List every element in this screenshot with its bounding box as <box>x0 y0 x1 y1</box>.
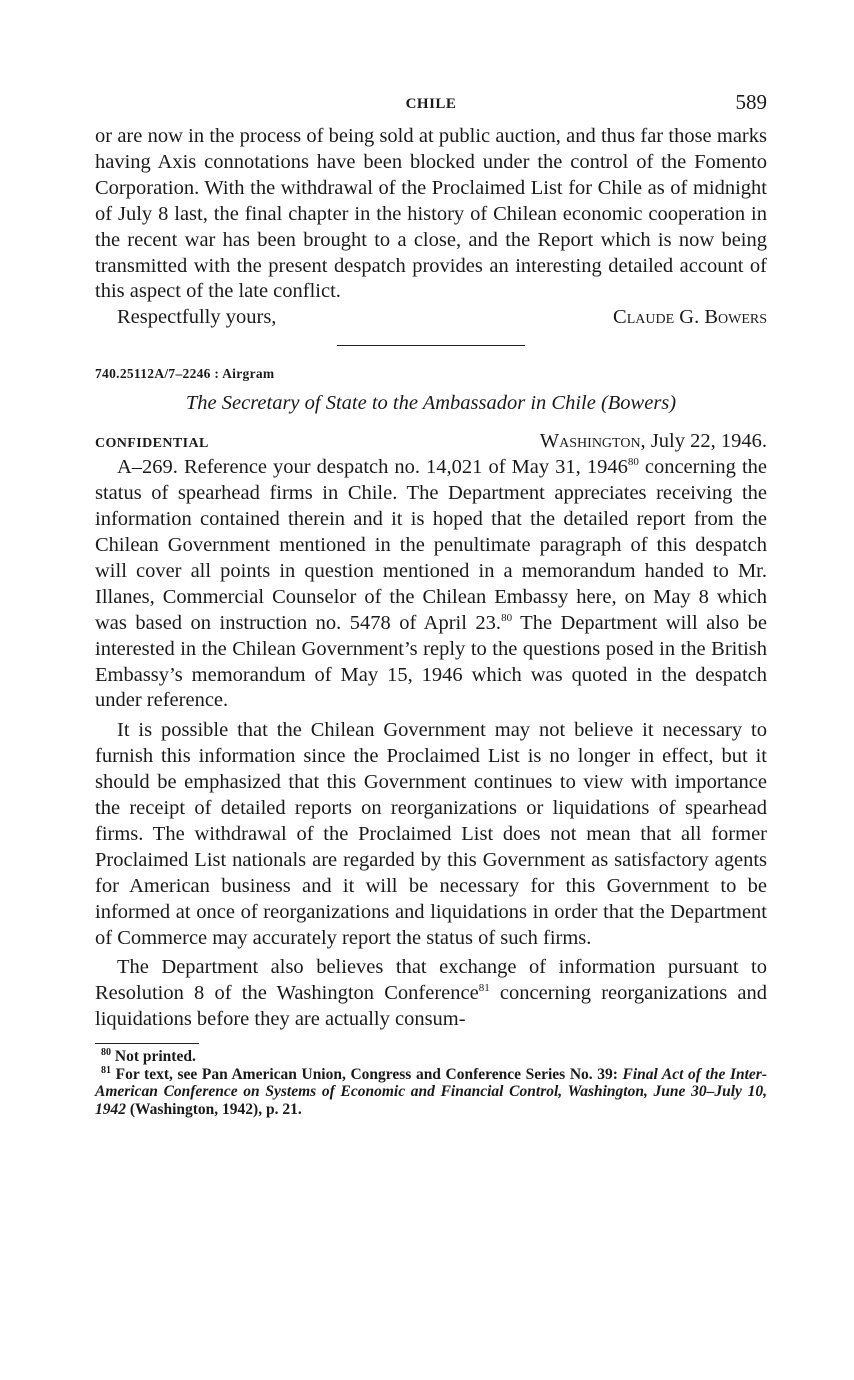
footnote-text: (Washington, 1942), p. 21. <box>126 1100 302 1118</box>
paragraph-text: concerning the status of spearhead firms in Chile. The Department appreciates receiving the information contained therein and it is hoped that the detailed report from the Chilean Government mentioned in the penultimate paragraph of this despatch will cover all points in question mentioned in a memorandum handed to Mr. Illanes, Commercial Counselor of the Chilean Embassy here, on May 8 which was based on instruction no. 5478 of April 23. <box>95 456 767 634</box>
date: July 22, 1946. <box>650 430 767 453</box>
place: Washington, <box>539 430 646 453</box>
page-header <box>95 88 767 124</box>
footnote-ref-80: 80 <box>501 611 513 624</box>
footnote-number: 81 <box>101 1064 111 1076</box>
section-divider <box>337 345 525 346</box>
footnote-ref-81: 81 <box>478 982 490 995</box>
footnote-italic-title: Final Act of the Inter-American Conference on Systems of Economic and Financial Control, Washington, June 30–July 10, 1942 <box>95 1065 767 1118</box>
footnote-text: For text, see Pan American Union, Congress and Conference Series No. 39: <box>115 1065 623 1083</box>
footnote-81 <box>95 1066 767 1119</box>
page-number: 589 <box>735 90 767 114</box>
dateline <box>95 430 767 453</box>
continuation-paragraph: or are now in the process of being sold at public auction, and thus far those marks having Axis connotations have been blocked under the control of the Fomento Corporation. With the withdrawal of the Proclaimed List for Chile as of midnight of July 8 last, the final chapter in the history of Chilean economic cooperation in the recent war has been brought to a close, and the Report which is now being transmitted with the present despatch provides an interesting detailed account of this aspect of the late conflict. <box>95 125 767 303</box>
paragraph-text: The Department also believes that exchange of information pursuant to Resolution 8 of the Washington Conference <box>95 956 767 1005</box>
closing-block <box>95 305 767 331</box>
paragraph-text: concerning reorganizations and liquidations before they are actually consum- <box>95 982 767 1031</box>
footnote-text: Not printed. <box>114 1048 196 1066</box>
signer-name: Claude G. Bowers <box>613 306 767 329</box>
salutation: Respectfully yours, <box>117 306 277 329</box>
body-paragraph-3 <box>95 955 767 1033</box>
running-head: CHILE <box>405 96 457 112</box>
paragraph-text: A–269. Reference your despatch no. 14,021 of May 31, 1946 <box>117 456 628 479</box>
footnote-number: 80 <box>101 1047 111 1059</box>
paragraph-text: The Department will also be interested in the Chilean Government’s reply to the questions posed in the British Embassy’s memorandum of May 15, 1946 which was quoted in the despatch under reference. <box>95 611 767 712</box>
footnote-80 <box>95 1048 767 1066</box>
document-title: The Secretary of State to the Ambassador in Chile (Bowers) <box>185 392 677 415</box>
footnote-ref-80: 80 <box>627 456 639 469</box>
document-page <box>95 88 767 1118</box>
body-paragraph-1 <box>95 455 767 714</box>
footnote-divider <box>95 1043 199 1044</box>
classification-label: CONFIDENTIAL <box>95 436 209 452</box>
place-and-date <box>540 430 767 453</box>
file-reference: 740.25112A/7–2246 : Airgram <box>95 366 275 382</box>
body-paragraph-2: It is possible that the Chilean Government may not believe it necessary to furnish this information since the Proclaimed List is no longer in effect, but it should be emphasized that this Government continues to view with importance the receipt of detailed reports on reorganizations or liquidations of spearhead firms. The withdrawal of the Proclaimed List does not mean that all former Proclaimed List nationals are regarded by this Government as satisfactory agents for American business and it will be necessary for this Government to be informed at once of reorganizations and liquidations in order that the Department of Commerce may accurately report the status of such firms. <box>95 719 767 949</box>
